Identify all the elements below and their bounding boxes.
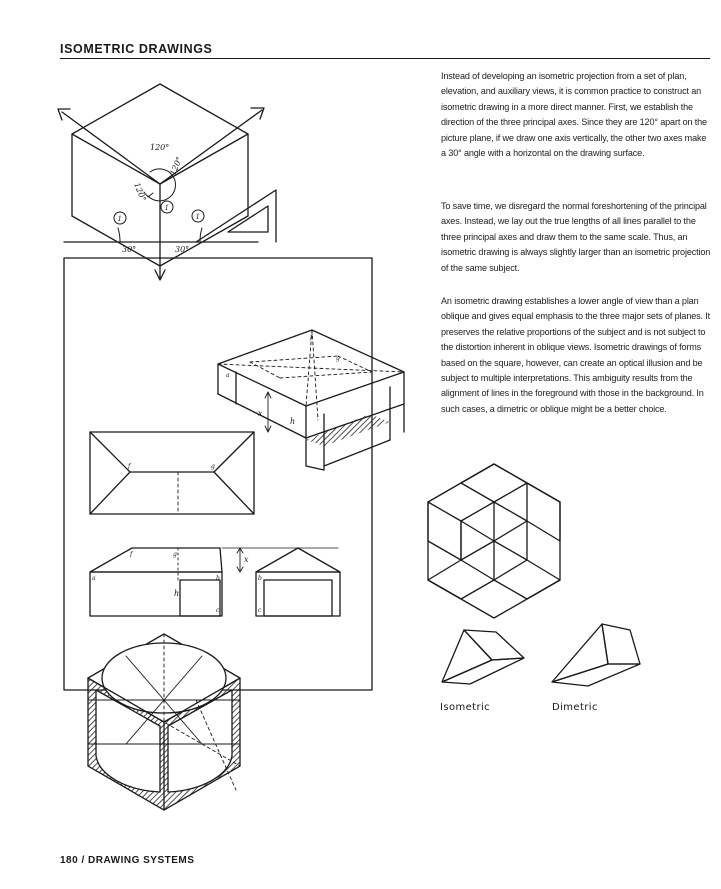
side-mark-b: b	[258, 575, 262, 582]
elev-dim-x-label: x	[244, 555, 249, 564]
isometric-wedge-figure	[442, 630, 524, 684]
angle-120-top-label: 120°	[150, 143, 170, 152]
elev-mark-f: f	[130, 551, 133, 558]
paragraph-2: To save time, we disregard the normal foreshortening of the principal axes. Instead, we lay out the true lengths of all lines parallel to the three principal axes and draw them to the same scale. Thus, an isometric drawing is always slightly larger than an isometric projection of the same subject.	[441, 201, 711, 273]
elev-mark-a: a	[92, 575, 96, 582]
angle-120-left-label: 120°	[132, 181, 148, 203]
dimetric-wedge-figure	[552, 624, 640, 686]
figure-frame	[64, 258, 372, 690]
left-axis	[62, 112, 160, 184]
elev-mark-g: g	[173, 551, 177, 558]
isometric-caption: Isometric	[440, 702, 491, 713]
paragraph-3: An isometric drawing establishes a lower angle of view than a plan oblique and gives equal emphasis to the three major sets of planes. It preserves the relative proportions of the subject and is not subject to the distortion inherent in oblique views. Isometric drawings of forms based on the square, however, can create an optical illusion and be subject to multiple interpretations. This ambiguity results from the alignment of lines in the foreground with those in the background. In such cases, a dimetric or oblique might be a better choice.	[441, 296, 711, 414]
box-mark-g: g	[336, 355, 340, 362]
axis-marker-center: 1	[164, 204, 169, 212]
box-mark-a: a	[226, 372, 230, 379]
page-title: ISOMETRIC DRAWINGS	[60, 42, 213, 56]
axis-marker-left: 1	[117, 215, 122, 223]
page-footer: 180 / DRAWING SYSTEMS	[60, 855, 195, 866]
angle-30-right-label: 30°	[175, 245, 190, 254]
plan-view-figure	[90, 432, 254, 514]
isometric-box-figure	[218, 330, 404, 470]
axis-marker-right: 1	[195, 213, 200, 221]
dimetric-caption: Dimetric	[552, 702, 598, 713]
box-dim-x-label: x	[258, 409, 263, 418]
side-mark-c: c	[258, 607, 262, 614]
paragraph-1: Instead of developing an isometric projection from a set of plan, elevation, and auxiliary views, it is common practice to construct an isometric drawing in a more direct manner. First, we establish the direction of the three principal axes. Since they are 120° apart on the picture plane, if we draw one axis vertically, the other two axes make a 30° angle with a horizontal on the drawing surface.	[441, 71, 707, 159]
triangle-square	[196, 190, 276, 242]
elev-mark-c: c	[216, 607, 220, 614]
isometric-axes-figure	[58, 84, 276, 280]
ambiguous-hexagon-figure	[428, 464, 560, 618]
elev-dim-h-label: h	[174, 589, 180, 598]
angle-30-left-label: 30°	[122, 245, 137, 254]
box-dim-h-label: h	[290, 417, 296, 426]
plan-mark-f: f	[128, 463, 131, 470]
box-mark-f: f	[310, 334, 313, 341]
angle-120-right-label: 120°	[168, 155, 185, 177]
plan-mark-g: g	[211, 463, 215, 470]
elev-mark-b: b	[216, 575, 220, 582]
isometric-circles-cube-figure	[88, 634, 240, 810]
elevation-views-figure	[90, 548, 340, 616]
